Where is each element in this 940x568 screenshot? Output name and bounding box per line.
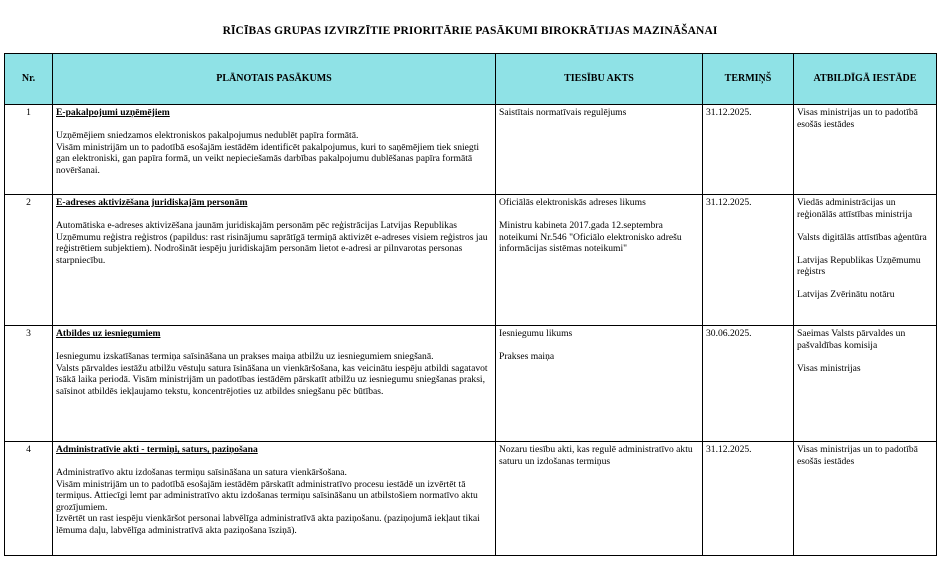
- measure-heading: E-pakalpojumi uzņēmējiem: [56, 107, 170, 118]
- measure-text: Visām ministrijām un to padotībā esošajām iestādēm pārskatīt administratīvo procesu iestādē un izvērtēt tā termiņus. Attiecīgi lemt par administratīvo aktu izdošanas termiņu saīsināšanu un atbilstošiem normatīvo aktu grozījumiem.: [56, 478, 478, 513]
- measure-heading: Atbildes uz iesniegumiem: [56, 328, 161, 339]
- measure-text: Automātiska e-adreses aktivizēšana jaunām juridiskajām personām pēc reģistrācijas Latvijas Republikas Uzņēmumu reģistra reģistros (papildus: rast risinājumu saprātīgā termiņā aktivizēt e-adreses visiem reģistros jau reģistrētiem subjektiem). Nodrošināt iespēju juridiskajām personām lietot e-adresi ar pilnvarotas personas starpniecību.: [56, 220, 488, 266]
- legal-act-text: Saistītais normatīvais regulējums: [499, 107, 627, 118]
- measure-cell: [53, 105, 496, 195]
- measure-text: Administratīvo aktu izdošanas termiņu saīsināšana un satura vienkāršošana.: [56, 467, 347, 478]
- measure-heading: E-adreses aktivizēšana juridiskajām personām: [56, 197, 248, 208]
- measures-table: [4, 53, 937, 556]
- measure-text: Valsts pārvaldes iestāžu atbilžu vēstuļu satura īsināšana un vienkāršošana, kas veicinātu iespēju atbildi sagatavot īsākā laika periodā. Visām ministrijām un padotības iestādēm pārskatīt atbilžu uz iesniegumu sniegšanas praksi, saīsinot atbildēs iekļaujamo tekstu, koncentrējoties uz atbildes sniegšanu pēc būtības.: [56, 362, 488, 397]
- legal-act-cell: [496, 326, 703, 442]
- responsible-text: Saeimas Valsts pārvaldes un pašvaldības komisija: [797, 328, 906, 351]
- legal-act-text: Oficiālās elektroniskās adreses likums: [499, 197, 646, 208]
- responsible-text: Viedās administrācijas un reģionālās attīstības ministrija: [797, 197, 913, 220]
- page-title: RĪCĪBAS GRUPAS IZVIRZĪTIE PRIORITĀRIE PASĀKUMI BIROKRĀTIJAS MAZINĀŠANAI: [222, 25, 718, 37]
- legal-act-text: Ministru kabineta 2017.gada 12.septembra noteikumi Nr.546 "Oficiālo elektronisko adrešu informācijas sistēmas noteikumi": [499, 220, 682, 254]
- deadline-cell: 31.12.2025.: [703, 442, 794, 556]
- responsible-text: Visas ministrijas un to padotībā esošās iestādes: [797, 444, 918, 467]
- deadline-cell: 30.06.2025.: [703, 326, 794, 442]
- responsible-cell: [794, 326, 937, 442]
- legal-act-text: Nozaru tiesību akti, kas regulē administratīvo aktu saturu un izdošanas termiņus: [499, 444, 693, 467]
- responsible-cell: [794, 105, 937, 195]
- responsible-text: Valsts digitālās attīstības aģentūra: [797, 231, 927, 243]
- header-measure: PLĀNOTAIS PASĀKUMS: [53, 54, 496, 105]
- responsible-text: Visas ministrijas: [797, 362, 861, 374]
- row-number: 3: [5, 326, 53, 442]
- table-row: [5, 105, 937, 195]
- table-row: [5, 326, 937, 442]
- measure-heading: Administratīvie akti - termiņi, saturs, paziņošana: [56, 444, 258, 455]
- table-row: [5, 195, 937, 326]
- header-nr: Nr.: [5, 54, 53, 105]
- row-number: 4: [5, 442, 53, 556]
- row-number: 1: [5, 105, 53, 195]
- deadline-cell: 31.12.2025.: [703, 195, 794, 326]
- legal-act-text: Iesniegumu likums: [499, 328, 573, 339]
- header-responsible: ATBILDĪGĀ IESTĀDE: [794, 54, 937, 105]
- header-legal-act: TIESĪBU AKTS: [496, 54, 703, 105]
- table-row: [5, 442, 937, 556]
- measure-text: Uzņēmējiem sniedzamos elektroniskos pakalpojumus nedublēt papīra formātā.: [56, 130, 359, 141]
- deadline-cell: 31.12.2025.: [703, 105, 794, 195]
- legal-act-cell: [496, 442, 703, 556]
- measure-text: Visām ministrijām un to padotībā esošajām iestādēm identificēt pakalpojumus, kuri to saņēmējiem tiek sniegti gan elektroniski, gan papīra formā, un veikt nepieciešamās darbības pakalpojumu dublēšanas papīra formātā novēršanai.: [56, 141, 480, 176]
- header-deadline: TERMIŅŠ: [703, 54, 794, 105]
- legal-act-cell: [496, 195, 703, 326]
- legal-act-text: Prakses maiņa: [499, 351, 555, 362]
- row-number: 2: [5, 195, 53, 326]
- responsible-cell: [794, 195, 937, 326]
- responsible-text: Latvijas Zvērinātu notāru: [797, 289, 895, 300]
- measure-cell: [53, 195, 496, 326]
- table-header-row: [5, 54, 937, 105]
- responsible-text: Visas ministrijas un to padotībā esošās iestādes: [797, 107, 918, 130]
- measure-cell: [53, 442, 496, 556]
- measure-text: Iesniegumu izskatīšanas termiņa saīsināšana un prakses maiņa atbilžu uz iesniegumiem sniegšanā.: [56, 351, 434, 362]
- measure-text: Izvērtēt un rast iespēju vienkāršot personai labvēlīga administratīvā akta paziņošanu. (paziņojumā iekļaut tikai lēmuma daļu, labvēlīga administratīvā akta paziņošana īsziņā).: [56, 513, 480, 536]
- measure-cell: [53, 326, 496, 442]
- responsible-text: Latvijas Republikas Uzņēmumu reģistrs: [797, 254, 921, 277]
- legal-act-cell: [496, 105, 703, 195]
- responsible-cell: [794, 442, 937, 556]
